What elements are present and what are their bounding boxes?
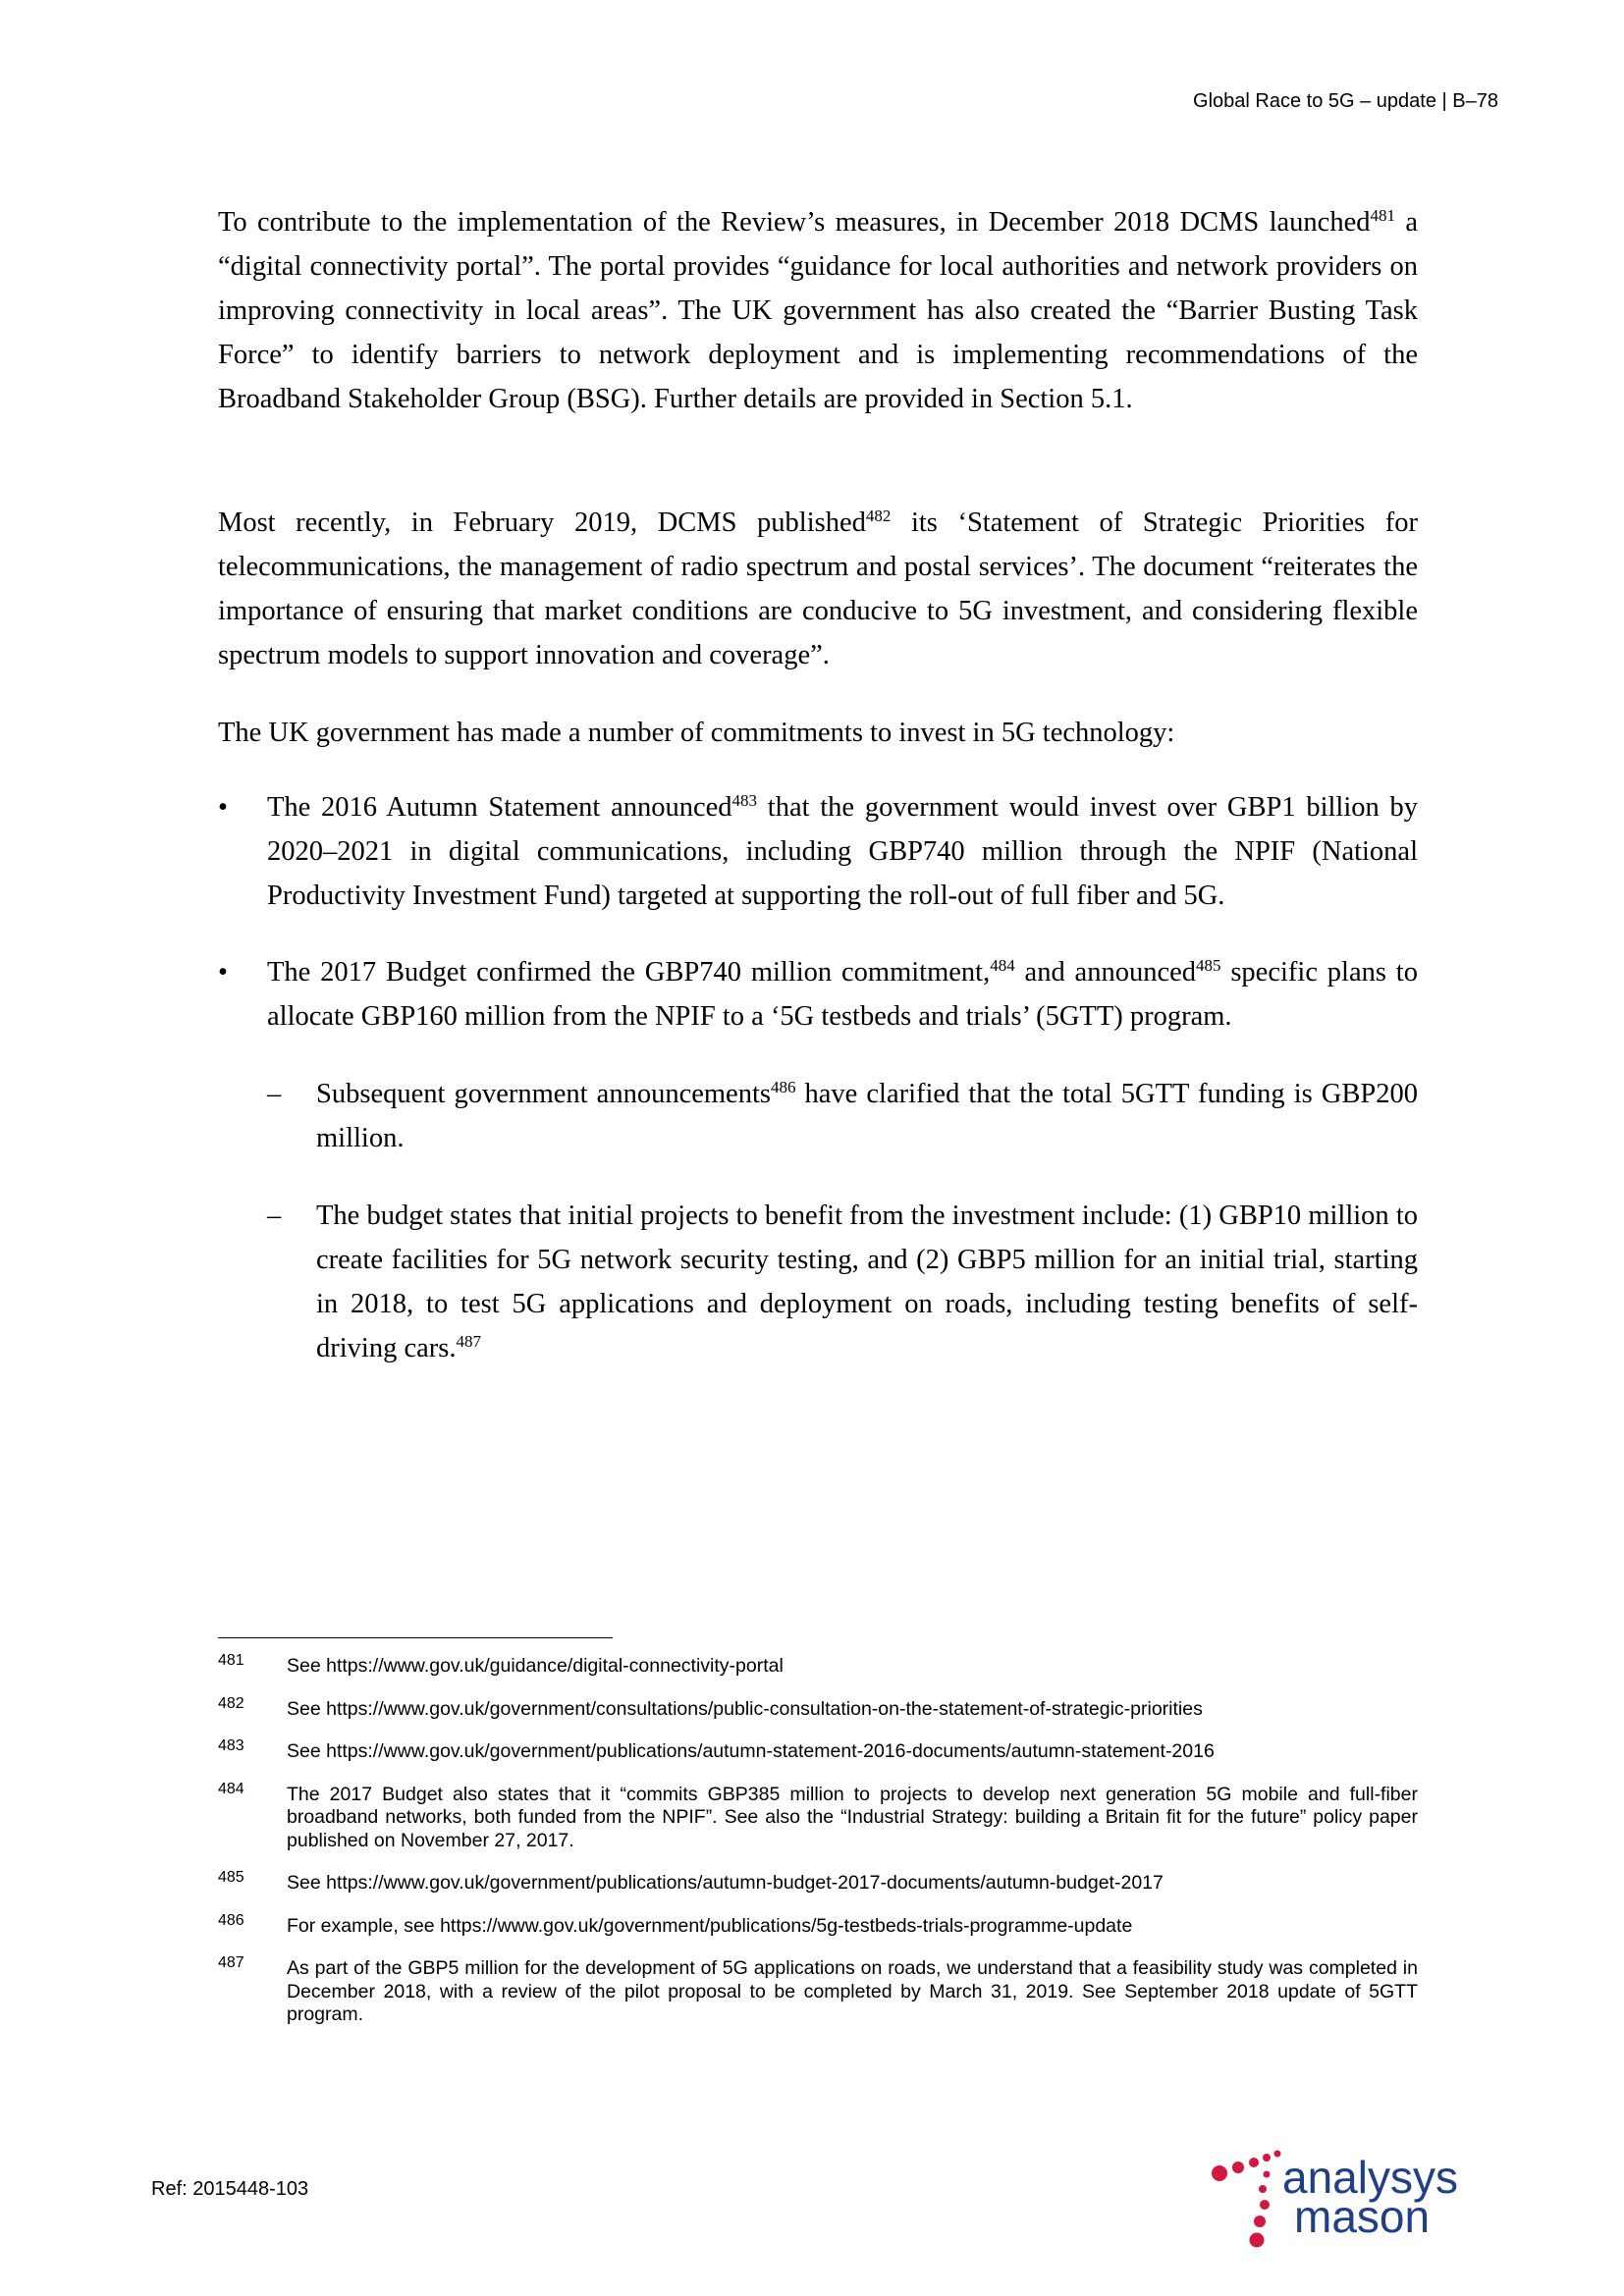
dash-item-2: [267, 1194, 1418, 1370]
logo-text-analysys: analysys: [1282, 2152, 1458, 2203]
bullet-item-1: [218, 785, 1418, 918]
footnote-item: [218, 1737, 1418, 1764]
footnote-text[interactable]: See https://www.gov.uk/government/publications/autumn-budget-2017-documents/autumn-budget-2017: [287, 1872, 1164, 1894]
paragraph-1-text-b: a “digital connectivity portal”. The portal provides “guidance for local authorities and network providers on improving connectivity in local areas”. The UK government has also created the “Barrier Busting Task Force” to identify barriers to network deployment and is implementing recommendations of the Broadband Stakeholder Group (BSG). Further details are provided in Section 5.1.: [218, 207, 1418, 414]
footnote-item: [218, 1911, 1418, 1939]
paragraph-2-text-b: its ‘Statement of Strategic Priorities for telecommunications, the management of radio spectrum and postal services’. The document “reiterates the importance of ensuring that market conditions are conducive to 5G investment, and considering flexible spectrum models to support innovation and coverage”.: [218, 507, 1418, 670]
footnote-number: 486: [218, 1911, 244, 1929]
footnote-ref-486[interactable]: 486: [770, 1078, 796, 1096]
footnote-text[interactable]: See https://www.gov.uk/guidance/digital-connectivity-portal: [287, 1655, 784, 1677]
footnote-ref-487[interactable]: 487: [456, 1332, 481, 1351]
paragraph-2-text-a: Most recently, in February 2019, DCMS published: [218, 507, 866, 538]
paragraph-1-text-a: To contribute to the implementation of the Review’s measures, in December 2018 DCMS launched: [218, 207, 1371, 238]
paragraph-2: [218, 501, 1418, 677]
footnote-number: 485: [218, 1869, 244, 1886]
footnote-text[interactable]: For example, see https://www.gov.uk/government/publications/5g-testbeds-trials-programme-update: [287, 1914, 1133, 1937]
footnote-ref-482[interactable]: 482: [865, 507, 892, 525]
bullet-2-text-c: specific plans to allocate GBP160 million from the NPIF to a ‘5G testbeds and trials’ (5GTT) program.: [267, 957, 1418, 1032]
footnote-item: [218, 1869, 1418, 1896]
footnotes: [218, 1652, 1418, 2047]
bullet-icon: •: [218, 792, 228, 823]
dash-1-text-b: have clarified that the total 5GTT funding is GBP200 million.: [316, 1079, 1419, 1153]
footnote-text[interactable]: See https://www.gov.uk/government/consultations/public-consultation-on-the-statement-of-strategic-priorities: [287, 1697, 1203, 1720]
paragraph-3: [218, 711, 1418, 755]
paragraph-1: [218, 200, 1418, 421]
footnote-ref-484[interactable]: 484: [990, 956, 1015, 975]
footnote-number: 484: [218, 1780, 244, 1797]
footnote-item: [218, 1652, 1418, 1679]
footnote-number: 481: [218, 1652, 244, 1669]
footnote-text[interactable]: See https://www.gov.uk/government/publications/autumn-statement-2016-documents/autumn-statement-2016: [287, 1740, 1215, 1762]
dash-icon: –: [267, 1079, 282, 1109]
footnote-text: As part of the GBP5 million for the development of 5G applications on roads, we understand that a feasibility study was completed in December 2018, with a review of the pilot proposal to be completed by March 31, 2019. See September 2018 update of 5GTT program.: [287, 1957, 1418, 2025]
bullet-icon: •: [218, 957, 228, 988]
bullet-1-text-b: that the government would invest over GBP1 billion by 2020–2021 in digital communications, including GBP740 million through the NPIF (National Productivity Investment Fund) targeted at supporting the roll-out of full fiber and 5G.: [267, 792, 1418, 911]
logo-text-mason: mason: [1294, 2191, 1431, 2242]
footnote-number: 487: [218, 1954, 244, 1971]
bullet-2-text-b: and announced: [1014, 957, 1196, 988]
paragraph-3-text: The UK government has made a number of commitments to invest in 5G technology:: [218, 718, 1175, 748]
footnote-ref-483[interactable]: 483: [731, 791, 758, 810]
footnote-number: 483: [218, 1737, 244, 1754]
dash-icon: –: [267, 1201, 282, 1231]
footnote-ref-485[interactable]: 485: [1196, 956, 1221, 975]
bullet-1-text-a: The 2016 Autumn Statement announced: [267, 792, 732, 823]
footnote-text: The 2017 Budget also states that it “commits GBP385 million to projects to develop next generation 5G mobile and full-fiber broadband networks, both funded from the NPIF”. See also the “Industrial Strategy: building a Britain fit for the future” policy paper published on November 27, 2017.: [287, 1783, 1418, 1851]
footnote-ref-481[interactable]: 481: [1370, 206, 1395, 225]
analysys-mason-logo: [1206, 2144, 1510, 2252]
dash-1-text-a: Subsequent government announcements: [316, 1079, 771, 1109]
page-header: Global Race to 5G – update | B–78: [1193, 90, 1498, 112]
footnote-item: [218, 1954, 1418, 2027]
dash-item-1: [267, 1072, 1418, 1160]
footnote-item: [218, 1694, 1418, 1722]
document-reference: Ref: 2015448-103: [151, 2178, 309, 2200]
footnote-item: [218, 1780, 1418, 1853]
bullet-2-text-a: The 2017 Budget confirmed the GBP740 million commitment,: [267, 957, 991, 988]
bullet-item-2: [218, 950, 1418, 1039]
footnote-number: 482: [218, 1694, 244, 1712]
footnote-divider: [218, 1637, 613, 1638]
dash-2-text-a: The budget states that initial projects to benefit from the investment include: (1) GBP10 million to create facilities for 5G network security testing, and (2) GBP5 million for an initial trial, starting in 2018, to test 5G applications and deployment on roads, including testing benefits of self-driving cars.: [316, 1201, 1418, 1363]
